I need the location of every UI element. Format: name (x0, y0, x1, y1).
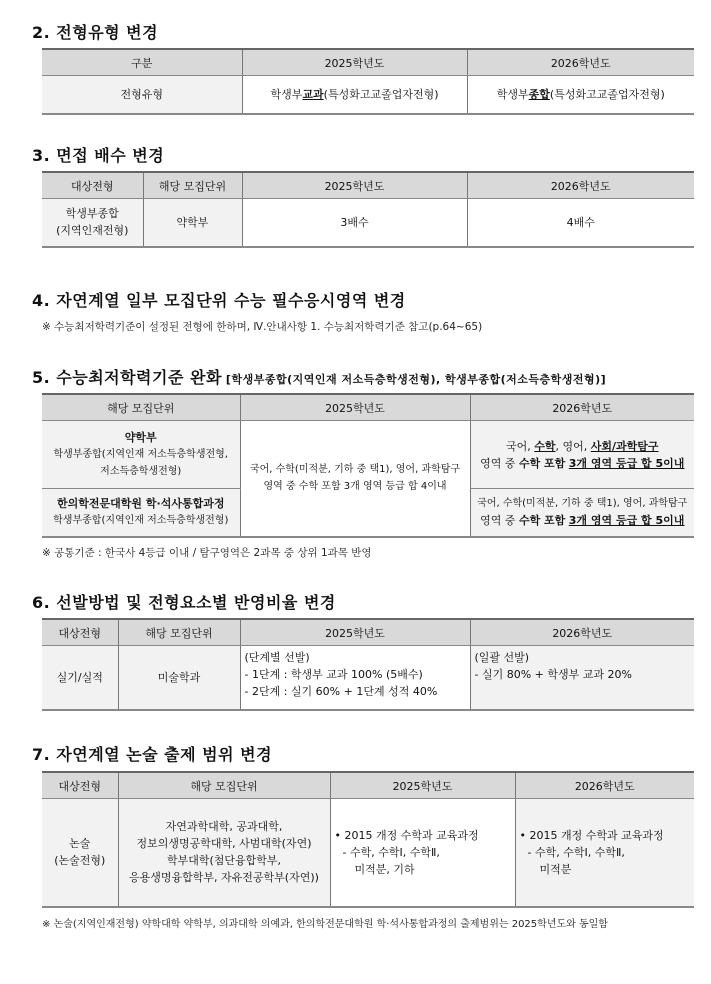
cell-2026: • 2015 개정 수학과 교육과정 - 수학, 수학Ⅰ, 수학Ⅱ, 미적분 (515, 799, 694, 907)
cell-2026: 학생부종합(특성화고교졸업자전형) (467, 76, 694, 114)
row-label: 전형유형 (42, 76, 242, 114)
section-4-note: ※ 수능최저학력기준이 설정된 전형에 한하며, Ⅳ.안내사항 1. 수능최저학력기준 참고(p.64~65) (42, 321, 483, 333)
section-7-title: 7. 자연계열 논술 출제 범위 변경 (32, 745, 273, 764)
cell-2026: 4배수 (467, 199, 694, 247)
cell-2026: 국어, 수학(미적분, 기하 중 택1), 영어, 과학탐구 영역 중 수학 포함 3개 영역 등급 합 5이내 (470, 489, 694, 537)
header-cell: 대상전형 (42, 619, 118, 646)
header-cell: 2025학년도 (240, 619, 470, 646)
header-cell: 2026학년도 (515, 772, 694, 799)
header-cell: 2026학년도 (470, 394, 694, 421)
section-4-title: 4. 자연계열 일부 모집단위 수능 필수응시영역 변경 (32, 291, 406, 310)
section-5-note: ※ 공통기준 : 한국사 4등급 이내 / 탐구영역은 2과목 중 상위 1과목 반영 (42, 547, 372, 559)
type-cell: 학생부종합 (지역인재전형) (42, 199, 143, 247)
header-cell: 2026학년도 (470, 619, 694, 646)
header-cell: 대상전형 (42, 172, 143, 199)
admission-type-table (42, 48, 694, 115)
type-cell: 논술 (논술전형) (42, 799, 118, 907)
section-7-note: ※ 논술(지역인재전형) 약학대학 약학부, 의과대학 의예과, 한의학전문대학원 학·석사통합과정의 출제범위는 2025학년도와 동일함 (42, 919, 608, 930)
header-cell: 2025학년도 (242, 172, 467, 199)
header-cell: 해당 모집단위 (118, 619, 240, 646)
type-cell: 실기/실적 (42, 646, 118, 710)
cell-2025: 학생부교과(특성화고교졸업자전형) (242, 76, 467, 114)
unit-cell: 미술학과 (118, 646, 240, 710)
selection-method-table (42, 618, 694, 711)
section-6-title: 6. 선발방법 및 전형요소별 반영비율 변경 (32, 593, 336, 612)
cell-2026: 국어, 수학, 영어, 사회/과학탐구 영역 중 수학 포함 3개 영역 등급 합 5이내 (470, 421, 694, 489)
section-2-title: 2. 전형유형 변경 (32, 23, 159, 42)
header-cell: 대상전형 (42, 772, 118, 799)
cell-2025: 3배수 (242, 199, 467, 247)
section-5-title: 5. 수능최저학력기준 완화 [학생부종합(지역인재 저소득층학생전형), 학생부종합(저소득층학생전형)] (32, 368, 607, 387)
cell-2025: 국어, 수학(미적분, 기하 중 택1), 영어, 과학탐구 영역 중 수학 포함 3개 영역 등급 합 4이내 (240, 421, 470, 537)
section-3-title: 3. 면접 배수 변경 (32, 146, 165, 165)
header-cell: 2025학년도 (242, 49, 467, 76)
header-cell: 해당 모집단위 (118, 772, 330, 799)
header-cell: 2026학년도 (467, 172, 694, 199)
cell-2025: • 2015 개정 수학과 교육과정 - 수학, 수학Ⅰ, 수학Ⅱ, 미적분, 기하 (330, 799, 515, 907)
header-cell: 2025학년도 (240, 394, 470, 421)
header-cell: 해당 모집단위 (143, 172, 242, 199)
interview-ratio-table (42, 171, 694, 248)
cell-2025: (단계별 선발) - 1단계 : 학생부 교과 100% (5배수) - 2단계 : 실기 60% + 1단계 성적 40% (240, 646, 470, 710)
unit-cell: 약학부 학생부종합(지역인재 저소득층학생전형, 저소득층학생전형) (42, 421, 240, 489)
unit-cell: 한의학전문대학원 학·석사통합과정 학생부종합(지역인재 저소득층학생전형) (42, 489, 240, 537)
header-cell: 구분 (42, 49, 242, 76)
essay-scope-table (42, 771, 694, 908)
header-cell: 2025학년도 (330, 772, 515, 799)
cell-2026: (일괄 선발) - 실기 80% + 학생부 교과 20% (470, 646, 694, 710)
header-cell: 해당 모집단위 (42, 394, 240, 421)
header-cell: 2026학년도 (467, 49, 694, 76)
unit-cell: 약학부 (143, 199, 242, 247)
unit-cell: 자연과학대학, 공과대학, 정보의생명공학대학, 사범대학(자연) 학부대학(첨단융합학부, 응용생명융합학부, 자유전공학부(자연)) (118, 799, 330, 907)
csat-minimum-table (42, 393, 694, 538)
